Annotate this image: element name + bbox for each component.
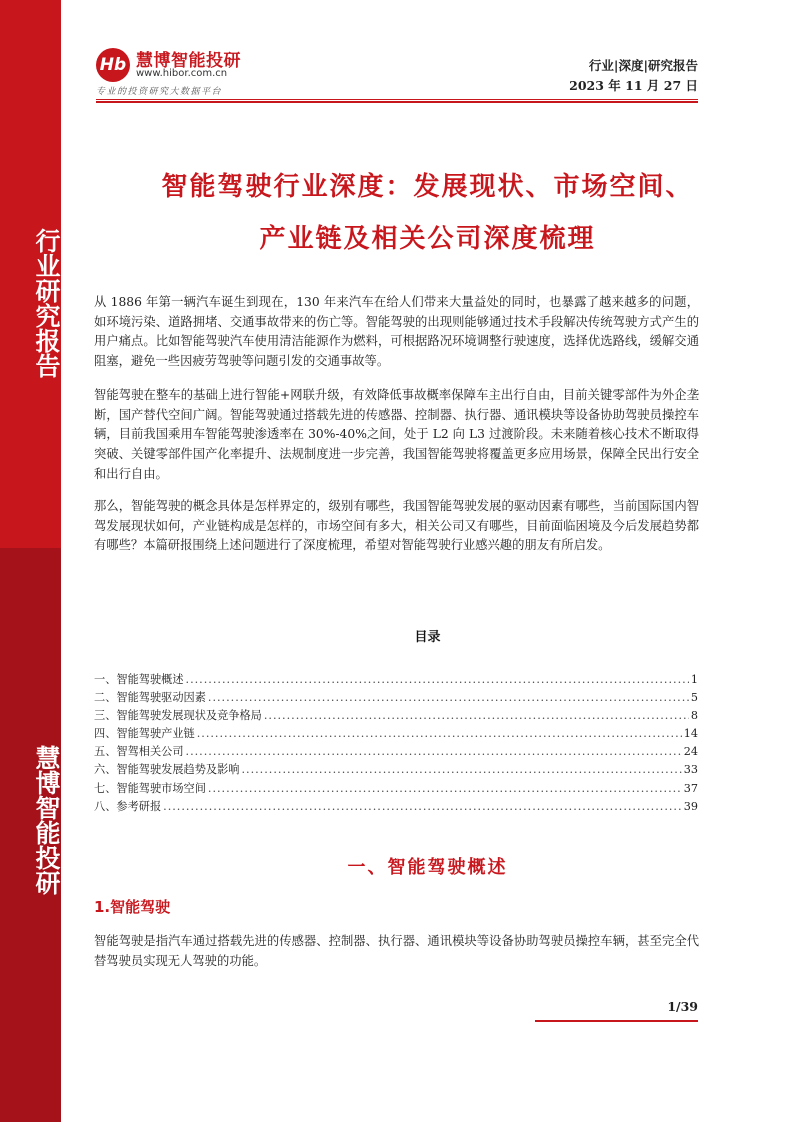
toc-leader (264, 709, 689, 722)
sidebar-report-type-label: 行业研究报告 (32, 228, 61, 378)
logo-slogan: 专业的投资研究大数据平台 (96, 87, 223, 97)
sidebar-bottom-band (0, 548, 61, 1122)
header-divider (96, 99, 698, 100)
toc-item-label: 八、参考研报 (94, 799, 162, 813)
toc-item-page: 14 (683, 727, 698, 741)
logo-name: 慧博智能投研 (136, 51, 241, 71)
toc-item-label: 三、智能驾驶发展现状及竞争格局 (94, 709, 262, 723)
subsection-heading: 1.智能驾驶 (94, 898, 171, 916)
report-date: 2023 年 11 月 27 日 (569, 78, 698, 93)
intro-paragraph-1: 从 1886 年第一辆汽车诞生到现在，130 年来汽车在给人们带来大量益处的同时，也暴露了越来越多的问题，如环境污染、道路拥堵、交通事故带来的伤亡等。智能驾驶的出现则能够通过技术手段解决传统驾驶方式产生的用户痛点。比如智能驾驶汽车使用清洁能源作为燃料，可根据路况环境调整行驶速度，选择优选路线，缓解交通阻塞，避免一些因疲劳驾驶等问题引发的交通事故等。 (94, 295, 699, 369)
toc-item-label: 五、智驾相关公司 (94, 745, 184, 759)
toc-item[interactable] (94, 743, 698, 761)
intro-paragraph-3: 那么，智能驾驶的概念具体是怎样界定的，级别有哪些，我国智能驾驶发展的驱动因素有哪些，当前国际国内智驾发展现状如何，产业链构成是怎样的，市场空间有多大，相关公司又有哪些，目前面临困境及今后发展趋势都有哪些？本篇研报围绕上述问题进行了深度梳理，希望对智能驾驶行业感兴趣的朋友有所启发。 (94, 499, 699, 553)
toc-leader (208, 691, 689, 704)
toc-item[interactable] (94, 798, 698, 816)
toc-leader (241, 763, 681, 776)
toc-item-label: 二、智能驾驶驱动因素 (94, 691, 206, 705)
toc-leader (197, 727, 682, 740)
toc-item-page: 39 (683, 799, 698, 813)
page-number: 1/39 (667, 999, 698, 1014)
toc-item-page: 33 (683, 763, 698, 777)
toc-title: 目录 (414, 630, 441, 645)
toc-item-page: 5 (690, 691, 698, 705)
logo-url[interactable]: www.hibor.com.cn (136, 68, 228, 79)
brand-logo[interactable] (96, 44, 296, 99)
report-title-line-1: 智能驾驶行业深度：发展现状、市场空间、 (161, 172, 694, 202)
sidebar-brand-label: 慧博智能投研 (32, 745, 61, 895)
toc-item-page: 24 (683, 745, 698, 759)
toc-item[interactable] (94, 689, 698, 707)
toc-leader (186, 673, 689, 686)
section-heading: 一、智能驾驶概述 (347, 857, 508, 878)
footer-divider (535, 1020, 698, 1022)
header-divider-thick (96, 101, 698, 103)
toc-item-label: 七、智能驾驶市场空间 (94, 781, 206, 795)
toc-item-label: 四、智能驾驶产业链 (94, 727, 195, 741)
table-of-contents (94, 671, 698, 816)
toc-item[interactable] (94, 671, 698, 689)
header-meta (569, 56, 698, 96)
toc-leader (163, 800, 682, 813)
toc-leader (186, 745, 682, 758)
report-category: 行业|深度|研究报告 (588, 58, 698, 73)
report-title-line-2: 产业链及相关公司深度梳理 (259, 224, 596, 254)
section-body-paragraph: 智能驾驶是指汽车通过搭载先进的传感器、控制器、执行器、通讯模块等设备协助驾驶员操控车辆，甚至完全代替驾驶员实现无人驾驶的功能。 (94, 934, 699, 968)
toc-item-page: 8 (690, 709, 698, 723)
intro-paragraph-2: 智能驾驶在整车的基础上进行智能+网联升级，有效降低事故概率保障车主出行自由，目前关键零部件为外企垄断，国产替代空间广阔。智能驾驶通过搭载先进的传感器、控制器、执行器、通讯模块等设备协助驾驶员操控车辆，目前我国乘用车智能驾驶渗透率在 30%-40%之间，处于 L2 向 L3 过渡阶段。未来随着核心技术不断取得突破、关键零部件国产化率提升、法规制度进一步完善，我国智能驾驶将覆盖更多应用场景，保障全民出行安全和出行自由。 (94, 388, 699, 481)
logo-mark-icon: Hb (96, 48, 130, 82)
toc-item[interactable] (94, 725, 698, 743)
sidebar-top-band (0, 0, 61, 548)
toc-item-label: 一、智能驾驶概述 (94, 673, 184, 686)
toc-item-page: 37 (683, 781, 698, 795)
toc-item[interactable] (94, 707, 698, 725)
toc-item[interactable] (94, 761, 698, 779)
toc-item[interactable] (94, 780, 698, 798)
toc-item-page: 1 (690, 673, 698, 686)
toc-item-label: 六、智能驾驶发展趋势及影响 (94, 763, 240, 777)
toc-leader (208, 782, 682, 795)
